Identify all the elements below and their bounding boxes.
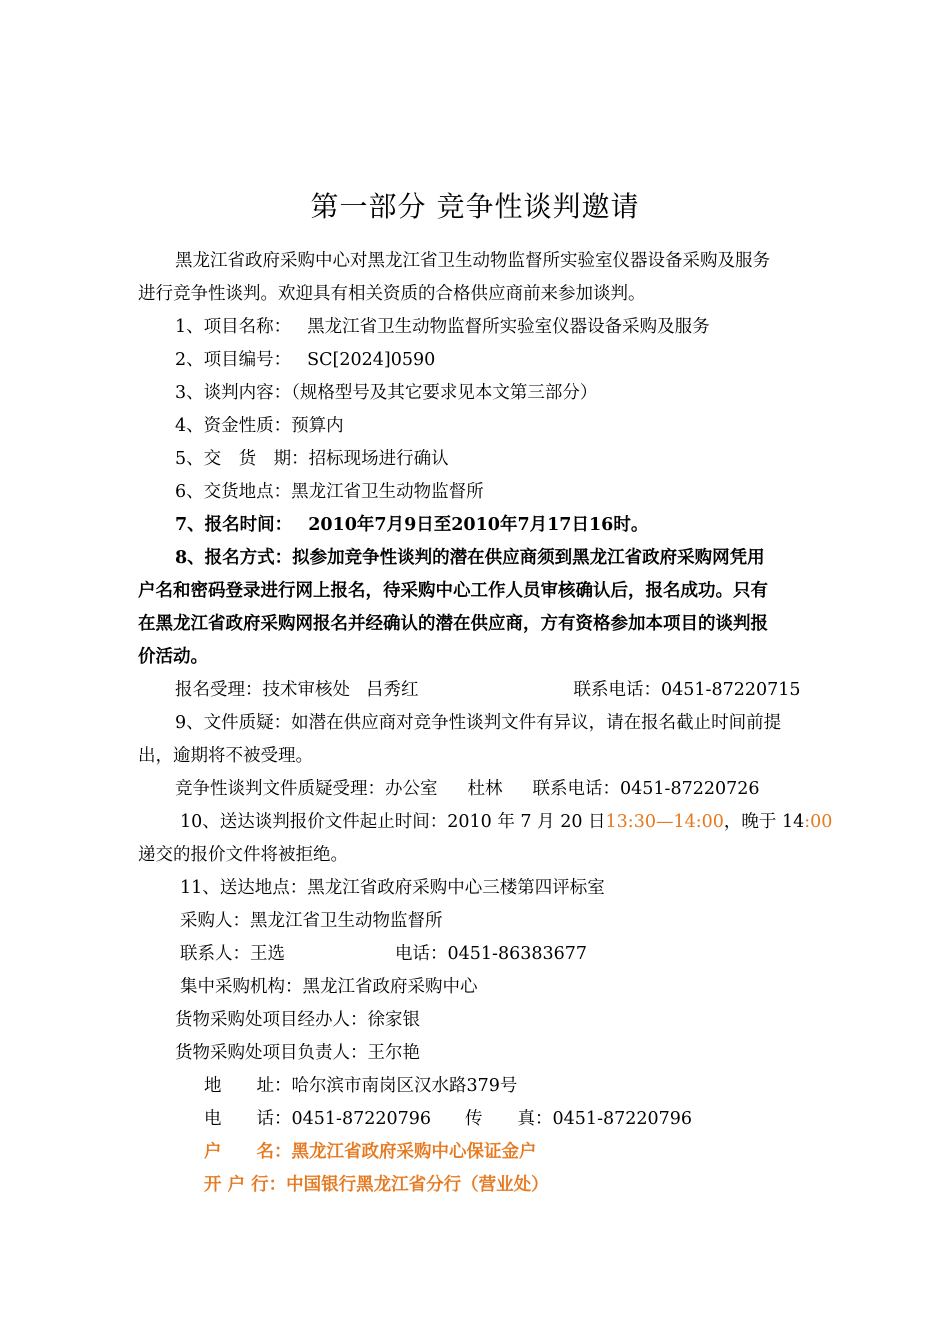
intro-line-1: 黑龙江省政府采购中心对黑龙江省卫生动物监督所实验室仪器设备采购及服务 — [175, 251, 770, 271]
item-delivery-place: 6、交货地点：黑龙江省卫生动物监督所 — [175, 482, 484, 502]
registration-contact — [138, 674, 838, 707]
item-project-name-value: 黑龙江省卫生动物监督所实验室仪器设备采购及服务 — [307, 317, 710, 337]
query-phone: 联系电话：0451-87220726 — [532, 779, 760, 799]
phone-fax — [138, 1103, 838, 1136]
item-registration-time — [138, 509, 838, 542]
item-submission-place: 11、送达地点：黑龙江省政府采购中心三楼第四评标室 — [180, 878, 605, 898]
page-title: 第一部分 竞争性谈判邀请 — [310, 190, 640, 223]
submission-late-minutes: :00 — [804, 812, 833, 832]
phone-value: 0451-87220796 — [291, 1109, 432, 1129]
buyer-contact-phone: 电话：0451-86383677 — [395, 944, 588, 964]
item-query-2: 出，逾期将不被受理。 — [138, 746, 313, 766]
query-label: 竞争性谈判文件质疑受理：办公室 — [175, 779, 438, 799]
item-registration-time-label: 7、报名时间： — [175, 515, 293, 535]
submission-late-text: ，晚于 14 — [723, 812, 805, 832]
buyer-contact — [138, 938, 838, 971]
item-registration-method-3: 在黑龙江省政府采购网报名并经确认的潜在供应商，方有资格参加本项目的谈判报 — [138, 614, 768, 634]
registration-label: 报名受理：技术审核处 — [175, 680, 350, 700]
address-label: 地 址： — [204, 1076, 292, 1096]
query-person: 杜林 — [467, 779, 503, 799]
item-submission-time — [138, 806, 838, 839]
account-name: 户 名：黑龙江省政府采购中心保证金户 — [204, 1142, 537, 1162]
registration-person: 吕秀红 — [366, 680, 419, 700]
item-registration-method-1: 8、报名方式：拟参加竞争性谈判的潜在供应商须到黑龙江省政府采购网凭用 — [175, 548, 765, 568]
item-query-1: 9、文件质疑：如潜在供应商对竞争性谈判文件有异议，请在报名截止时间前提 — [175, 713, 782, 733]
item-fund: 4、资金性质：预算内 — [175, 416, 344, 436]
item-delivery-period: 5、交 货 期：招标现场进行确认 — [175, 449, 449, 469]
address — [138, 1070, 838, 1103]
item-content: 3、谈判内容：（规格型号及其它要求见本文第三部分） — [175, 383, 598, 403]
item-registration-method-2: 户名和密码登录进行网上报名，待采购中心工作人员审核确认后，报名成功。只有 — [138, 581, 768, 601]
item-project-name-label: 1、项目名称： — [175, 317, 292, 337]
procurement-agency: 集中采购机构：黑龙江省政府采购中心 — [180, 977, 478, 997]
phone-label: 电 话： — [204, 1109, 292, 1129]
buyer: 采购人：黑龙江省卫生动物监督所 — [180, 911, 443, 931]
item-project-number-value: SC[2024]0590 — [307, 350, 436, 370]
fax-value: 0451-87220796 — [552, 1109, 693, 1129]
item-submission-time-2: 递交的报价文件将被拒绝。 — [138, 845, 348, 865]
address-value: 哈尔滨市南岗区汉水路379号 — [291, 1076, 518, 1096]
intro-line-2: 进行竞争性谈判。欢迎具有相关资质的合格供应商前来参加谈判。 — [138, 284, 646, 304]
registration-phone: 联系电话：0451-87220715 — [573, 680, 801, 700]
fax-label: 传 真： — [465, 1109, 553, 1129]
document-body — [138, 245, 838, 1202]
project-manager: 货物采购处项目负责人：王尔艳 — [175, 1043, 420, 1063]
item-registration-method-4: 价活动。 — [138, 647, 208, 667]
submission-time-text: 10、送达谈判报价文件起止时间：2010 年 7 月 20 日 — [180, 812, 606, 832]
query-contact — [138, 773, 838, 806]
item-project-number — [138, 344, 838, 377]
submission-time-range: 13:30—14:00 — [605, 812, 724, 832]
buyer-contact-person: 联系人：王选 — [180, 944, 285, 964]
item-project-number-label: 2、项目编号： — [175, 350, 292, 370]
item-project-name — [138, 311, 838, 344]
item-registration-time-value: 2010年7月9日至2010年7月17日16时。 — [308, 515, 649, 535]
bank-name: 开 户 行：中国银行黑龙江省分行（营业处） — [204, 1175, 549, 1195]
project-handler: 货物采购处项目经办人：徐家银 — [175, 1010, 420, 1030]
